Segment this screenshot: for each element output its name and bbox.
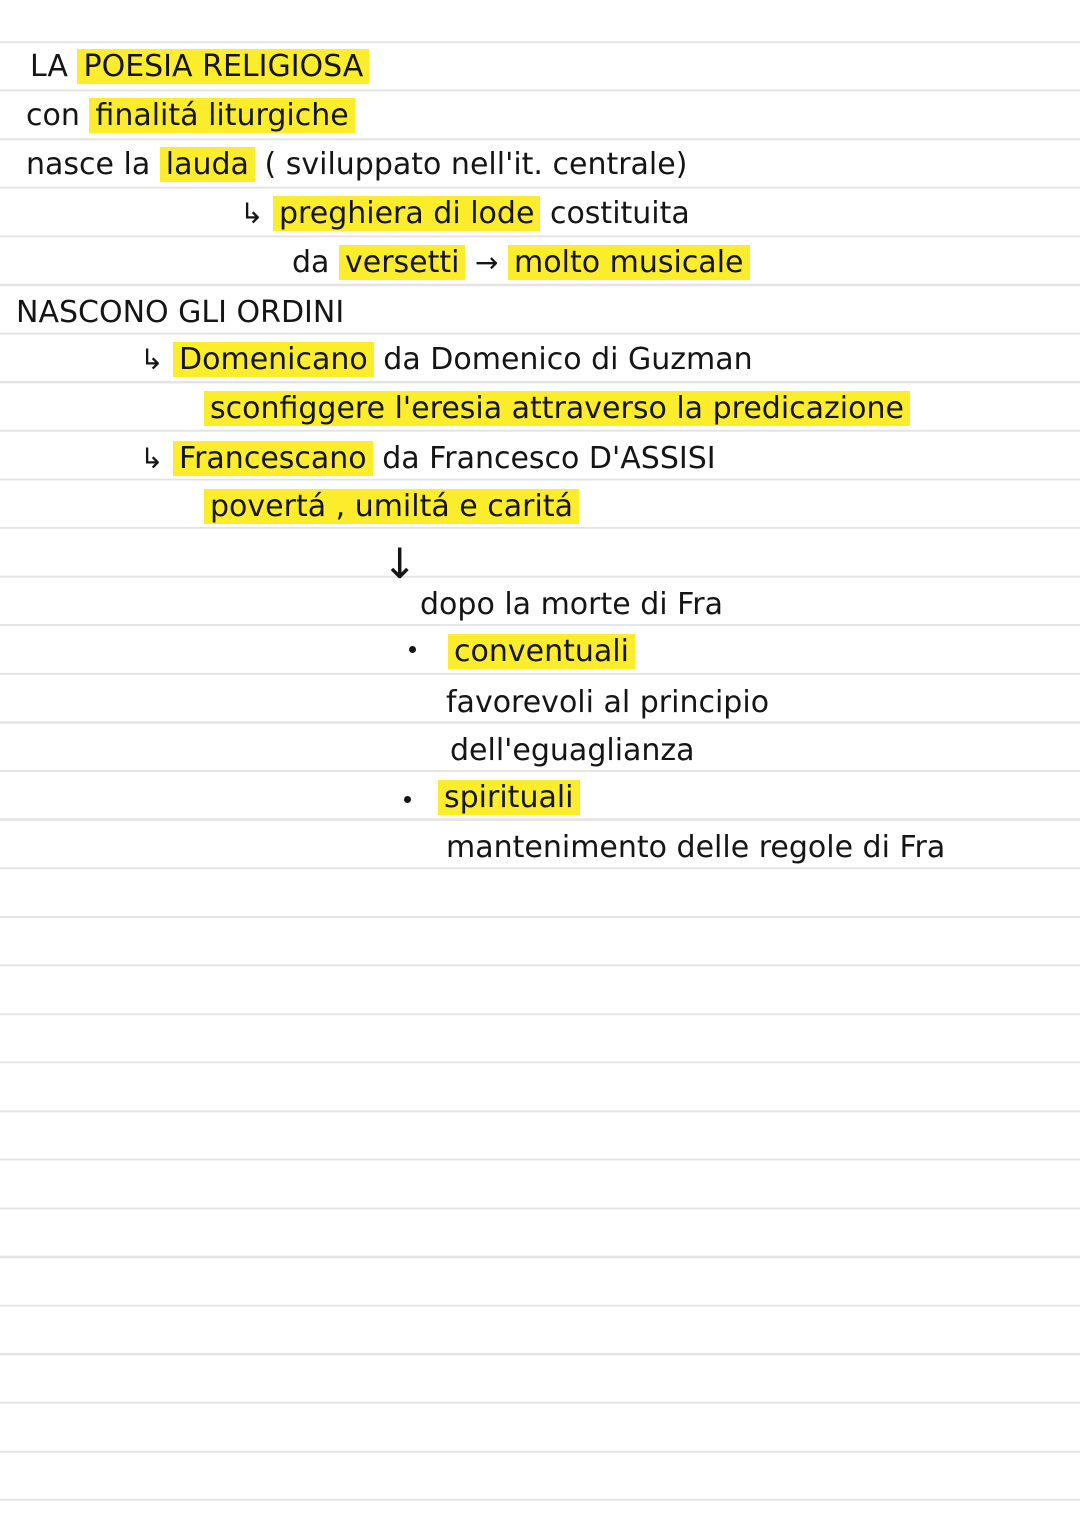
lauda-plain: nasce la: [26, 147, 151, 182]
franciscan-line: [140, 440, 716, 478]
spirituali-desc: mantenimento delle regole di Fra: [446, 830, 946, 865]
franciscan-founder: da Francesco D'ASSISI: [382, 441, 716, 476]
dominican-founder: da Domenico di Guzman: [383, 342, 753, 377]
after-death-line: dopo la morte di Fra: [420, 587, 723, 622]
arrow-icon: ↳: [240, 197, 264, 230]
lauda-note: ( sviluppato nell'it. centrale): [264, 147, 688, 182]
spirituali-line: [438, 779, 580, 817]
franciscan-detail: [204, 488, 579, 526]
prayer-highlight: preghiera di lode: [273, 196, 540, 231]
arrow-icon: ↳: [140, 343, 164, 376]
purpose-highlight: finalitá liturgiche: [89, 98, 354, 133]
orders-heading: NASCONO GLI ORDINI: [16, 295, 345, 330]
franciscan-highlight: Francescano: [173, 441, 373, 476]
dominican-line: [140, 341, 753, 379]
verses-plain: da: [292, 245, 330, 280]
verses-highlight: versetti: [339, 245, 466, 280]
conventuali-highlight: conventuali: [448, 634, 635, 669]
dominican-detail: [204, 390, 910, 428]
bullet-icon: [409, 646, 416, 653]
bullet-icon: [404, 796, 411, 803]
title-line: [30, 48, 369, 86]
title-highlight: POESIA RELIGIOSA: [77, 49, 369, 84]
franciscan-detail-highlight: povertá , umiltá e caritá: [204, 489, 579, 524]
purpose-line: [26, 97, 355, 135]
title-plain: LA: [30, 49, 68, 84]
lauda-line: [26, 146, 687, 184]
conventuali-desc-1: favorevoli al principio: [446, 685, 770, 720]
verses-line: [292, 244, 750, 282]
down-arrow-icon: ↓: [382, 539, 418, 588]
musical-highlight: molto musicale: [508, 245, 749, 280]
dominican-highlight: Domenicano: [173, 342, 374, 377]
spirituali-highlight: spirituali: [438, 780, 580, 815]
lauda-highlight: lauda: [160, 147, 255, 182]
dominican-detail-highlight: sconfiggere l'eresia attraverso la predicazione: [204, 391, 910, 426]
purpose-plain: con: [26, 98, 80, 133]
conventuali-line: [448, 633, 635, 671]
arrow-icon: ↳: [140, 442, 164, 475]
prayer-line: [240, 195, 690, 233]
prayer-rest: costituita: [549, 196, 690, 231]
conventuali-desc-2: dell'eguaglianza: [450, 733, 695, 768]
right-arrow-icon: →: [475, 246, 499, 279]
